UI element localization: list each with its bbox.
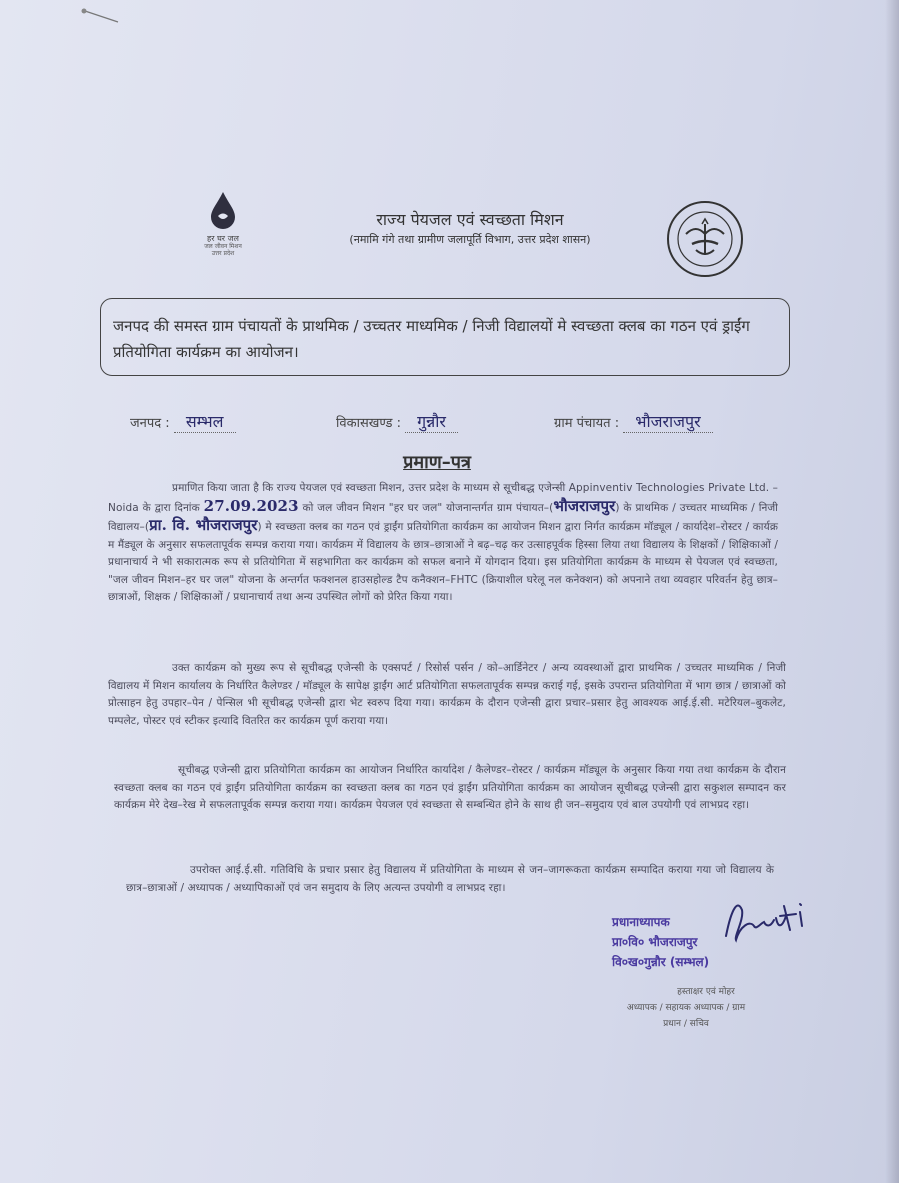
pin-icon bbox=[80, 6, 120, 26]
p4-text: उपरोक्त आई.ई.सी. गतिविधि के प्रचार प्रसार हेतु विद्यालय में प्रतियोगिता के माध्यम से जन–जागरूकता कार्यक्रम सम्पादित कराया गया जो विद्यालय के छात्र–छात्राओं / अध्यापक / अध्यापिकाओं एवं जन समुदाय के लिए अत्यन्त उपयोगी व लाभप्रद रहा। bbox=[126, 864, 774, 894]
panchayat-value: भौजराजपुर bbox=[623, 410, 712, 433]
block-field bbox=[336, 410, 458, 433]
logo-text: हर घर जल bbox=[207, 234, 239, 243]
location-fields bbox=[130, 406, 830, 440]
district-field bbox=[130, 410, 236, 433]
signature-caption bbox=[586, 984, 786, 1032]
stamp-line-3: वि०ख०गुन्नौर (सम्भल) bbox=[612, 955, 710, 969]
topic-text: जनपद की समस्त ग्राम पंचायतों के प्राथमिक / उच्चतर माध्यमिक / निजी विद्यालयों मे स्वच्छता क्लब का गठन एवं ड्राईंग प्रतियोगिता कार्यक्रम का आयोजन। bbox=[113, 317, 750, 361]
logo-sub-text-2: उत्तर प्रदेश bbox=[211, 250, 235, 257]
handwritten-signature bbox=[720, 896, 810, 946]
stamp-line-1: प्रधानाध्यापक bbox=[612, 915, 670, 929]
paragraph-3 bbox=[114, 762, 786, 815]
mission-title: राज्य पेयजल एवं स्वच्छता मिशन bbox=[376, 210, 564, 229]
topic-box bbox=[100, 298, 790, 376]
event-date: 27.09.2023 bbox=[203, 496, 299, 515]
certificate-title: प्रमाण–पत्र bbox=[403, 452, 471, 473]
p1-text-a: प्रमाणित किया जाता है कि राज्य पेयजल एवं स्वच्छता मिशन, उत्तर प्रदेश के माध्यम से सूचीबद्ध एजेन्सी Appinventiv Technologies Private Ltd. – Noida के द्वारा दिनांक bbox=[108, 482, 778, 514]
mission-subtitle: (नमामि गंगे तथा ग्रामीण जलापूर्ति विभाग, उत्तर प्रदेश शासन) bbox=[349, 233, 591, 246]
caption-line-3: प्रधान / सचिव bbox=[663, 1019, 709, 1029]
har-ghar-jal-logo bbox=[188, 190, 258, 270]
paragraph-4 bbox=[126, 862, 774, 897]
caption-line-1: हस्ताक्षर एवं मोहर bbox=[677, 987, 735, 997]
district-value: सम्भल bbox=[174, 410, 236, 433]
p1-text-d: ) मे स्वच्छता क्लब का गठन एवं ड्राईंग प्रतियोगिता कार्यक्रम का आयोजन मिशन द्वारा निर्गत कार्यक्रम मॉड्यूल / कार्यादेश–रोस्टर / कार्यक्र म मैंड्यूल के अनुसार सफलतापूर्वक सम्पन्न कराया गया। कार्यक्रम में विद्यालय के छात्र–छात्राओं ने बढ़–चढ़ कर उत्साहपूर्वक हिस्सा लिया तथा विद्यालय के शिक्षकों / शिक्षिकाओं / प्रधानाचार्य ने भी सकारात्मक रूप से प्रतियोगिता में सहभागिता कर कार्यक्रम को सफल बनाने में योगदान दिया। इस प्रतियोगिता कार्यक्रम के माध्यम से पेयजल एवं स्वच्छता, "जल जीवन मिशन–हर घर जल" योजना के अन्तर्गत फक्शनल हाउसहोल्ड टैप कनैक्शन–FHTC (क्रियाशील घरेलू नल कनेक्शन) को अपनाने तथा व्यवहार परिवर्तन हेतु छात्र–छात्राओं, शिक्षक / शिक्षिकाओं / प्रधानाचार्य तथा अन्य उपस्थित लोगों को प्रेरित किया गया। bbox=[108, 521, 778, 603]
block-label: विकासखण्ड : bbox=[336, 416, 402, 431]
logo-sub-text: जल जीवन मिशन bbox=[204, 243, 242, 250]
paragraph-1 bbox=[108, 480, 778, 607]
p1-text-b: को जल जीवन मिशन "हर घर जल" योजनान्तर्गत ग्राम पंचायत–( bbox=[302, 501, 554, 514]
panchayat-field bbox=[554, 410, 713, 433]
p1-school: प्रा. वि. भौजराजपुर bbox=[149, 516, 258, 534]
paragraph-2 bbox=[108, 660, 786, 730]
caption-line-2: अध्यापक / सहायक अध्यापक / ग्राम bbox=[626, 1003, 746, 1013]
p1-text-c: ) के प्राथमिक / उच्चतर माध्यमिक / निजी विद्यालय–( bbox=[108, 501, 778, 533]
block-value: गुन्नौर bbox=[405, 410, 458, 433]
stamp-line-2: प्रा०वि० भौजराजपुर bbox=[612, 935, 698, 949]
p2-text: उक्त कार्यक्रम को मुख्य रूप से सूचीबद्ध एजेन्सी के एक्सपर्ट / रिसोर्स पर्सन / को–आर्डिनेटर / अन्य व्यवस्थाओं द्वारा प्राथमिक / उच्चतर माध्यमिक / निजी विद्यालय में मिशन कार्यालय के निर्धारित कैलेण्डर / मॉड्यूल के सापेक्ष ड्राईंग आर्ट प्रतियोगिता सफलतापूर्वक सम्पन्न कराई गई, इसके उपरान्त प्रतियोगिता में भाग छात्र / छात्राओं को प्रोत्साहन हेतु उपहार–पेन / पेन्सिल भी सूचीबद्ध एजेन्सी द्वारा भेट स्वरुप दिया गया। कार्यक्रम के दौरान एजेन्सी द्वारा प्रचार–प्रसार हेतु आवश्यक आई.ई.सी. मटेरियल–बुकलेट, पम्पलेट, पोस्टर एवं स्टीकर इत्यादि वितरित कर कार्यक्रम पूर्ण कराया गया। bbox=[108, 662, 787, 727]
up-government-seal bbox=[666, 200, 744, 278]
p3-text: सूचीबद्ध एजेन्सी द्वारा प्रतियोगिता कार्यक्रम का आयोजन निर्धारित कार्यादेश / कैलेण्डर–रोस्टर / कार्यक्रम मॉड्यूल के अनुसार किया गया तथा कार्यक्रम के दौरान स्वच्छता क्लब का गठन एवं ड्राईंग प्रतियोगिता कार्यक्रम का स्वच्छता क्लब का गठन एवं ड्राईंग प्रतियोगिता कार्यक्रम का आयोजन सूचीबद्ध एजेन्सी द्वारा सकुशल सम्पादन कर कार्यक्रम मेरे देख–रेख मे सफलतापूर्वक सम्पन्न कराया गया। कार्यक्रम पेयजल एवं स्वच्छता से सम्बन्धित होने के साथ ही जन–समुदाय एवं बाल उपयोगी एवं लाभप्रद रहा। bbox=[114, 764, 786, 811]
p1-panchayat: भौजराजपुर bbox=[553, 496, 616, 515]
page-edge-shadow bbox=[885, 0, 899, 1183]
water-drop-icon bbox=[207, 190, 239, 230]
district-label: जनपद : bbox=[130, 416, 170, 431]
panchayat-label: ग्राम पंचायत : bbox=[554, 416, 620, 431]
